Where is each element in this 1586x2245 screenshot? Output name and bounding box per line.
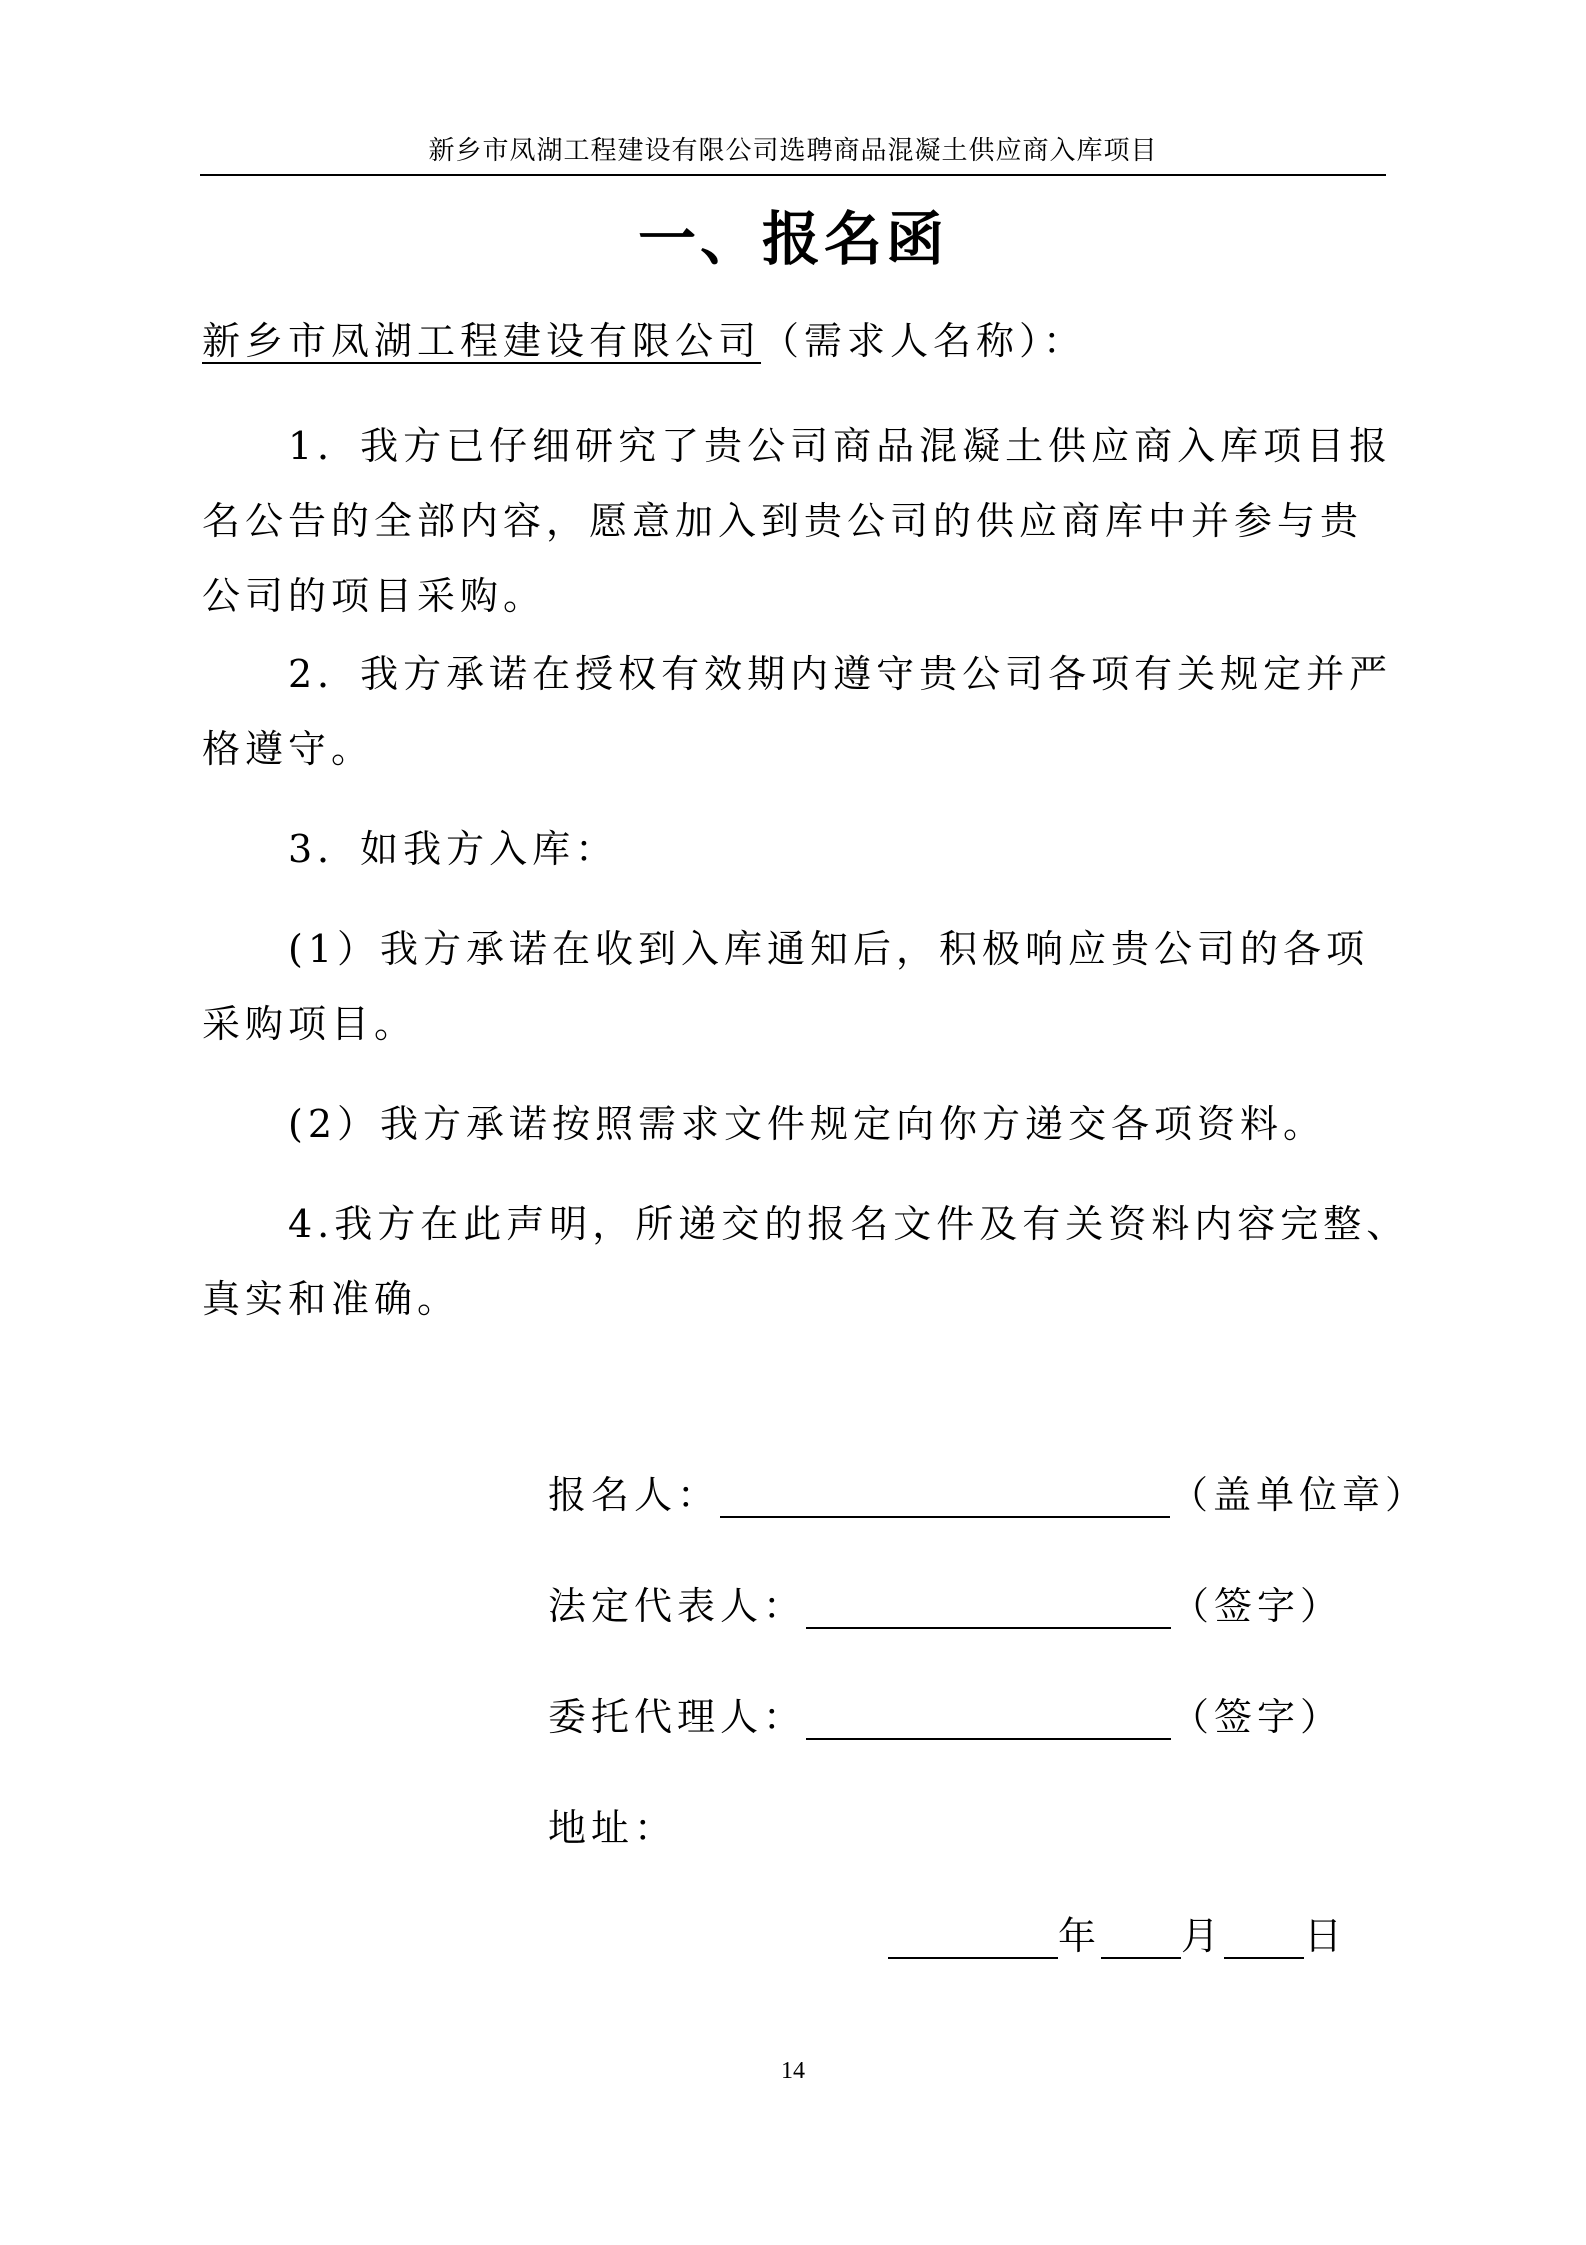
legal-rep-blank[interactable] bbox=[806, 1589, 1171, 1629]
day-label: 日 bbox=[1304, 1914, 1348, 1958]
address-row bbox=[548, 1797, 677, 1852]
addressee-name: 新乡市凤湖工程建设有限公司 bbox=[202, 319, 762, 363]
year-blank[interactable] bbox=[888, 1919, 1058, 1959]
paragraph-4-line-1: 4.我方在此声明，所递交的报名文件及有关资料内容完整、 bbox=[202, 1202, 1410, 1246]
address-label: 地址： bbox=[548, 1806, 678, 1850]
paragraph-4-line-2: 真实和准确。 bbox=[202, 1277, 461, 1321]
day-blank[interactable] bbox=[1224, 1919, 1304, 1959]
agent-blank[interactable] bbox=[806, 1700, 1171, 1740]
paragraph-1-line-1: 1．我方已仔细研究了贵公司商品混凝土供应商入库项目报 bbox=[202, 424, 1393, 468]
month-label: 月 bbox=[1181, 1914, 1225, 1958]
paragraph-3-line-1: 3．如我方入库： bbox=[202, 827, 619, 871]
applicant-blank[interactable] bbox=[720, 1478, 1170, 1518]
paragraph-2-line-1: 2．我方承诺在授权有效期内遵守贵公司各项有关规定并严 bbox=[202, 652, 1393, 696]
addressee bbox=[202, 310, 1086, 365]
paragraph-1-line-2: 名公告的全部内容，愿意加入到贵公司的供应商库中并参与贵 bbox=[202, 499, 1364, 543]
paragraph-3a-line-1: (1）我方承诺在收到入库通知后，积极响应贵公司的各项 bbox=[202, 927, 1370, 971]
date-row bbox=[888, 1905, 1347, 1960]
year-label: 年 bbox=[1058, 1914, 1102, 1958]
paragraph-1-line-3: 公司的项目采购。 bbox=[202, 574, 547, 618]
agent-label: 委托代理人： bbox=[548, 1695, 807, 1739]
page-number: 14 bbox=[781, 2058, 805, 2084]
addressee-suffix: （需求人名称）： bbox=[761, 319, 1087, 363]
paragraph-3b-line-1: (2）我方承诺按照需求文件规定向你方递交各项资料。 bbox=[202, 1102, 1327, 1146]
running-header: 新乡市凤湖工程建设有限公司选聘商品混凝土供应商入库项目 bbox=[428, 136, 1158, 166]
applicant-label: 报名人： bbox=[548, 1473, 721, 1517]
page-title: 一、报名函 bbox=[637, 205, 948, 273]
paragraph-2-line-2: 格遵守。 bbox=[202, 727, 375, 771]
legal-rep-label: 法定代表人： bbox=[548, 1584, 807, 1628]
paragraph-3a-line-2: 采购项目。 bbox=[202, 1002, 418, 1046]
agent-row bbox=[548, 1686, 1343, 1741]
legal-rep-row bbox=[548, 1575, 1343, 1630]
month-blank[interactable] bbox=[1101, 1919, 1181, 1959]
header-divider bbox=[200, 174, 1386, 176]
applicant-row bbox=[548, 1464, 1428, 1519]
agent-note: （签字） bbox=[1171, 1695, 1344, 1739]
legal-rep-note: （签字） bbox=[1171, 1584, 1344, 1628]
applicant-note: （盖单位章） bbox=[1170, 1473, 1429, 1517]
